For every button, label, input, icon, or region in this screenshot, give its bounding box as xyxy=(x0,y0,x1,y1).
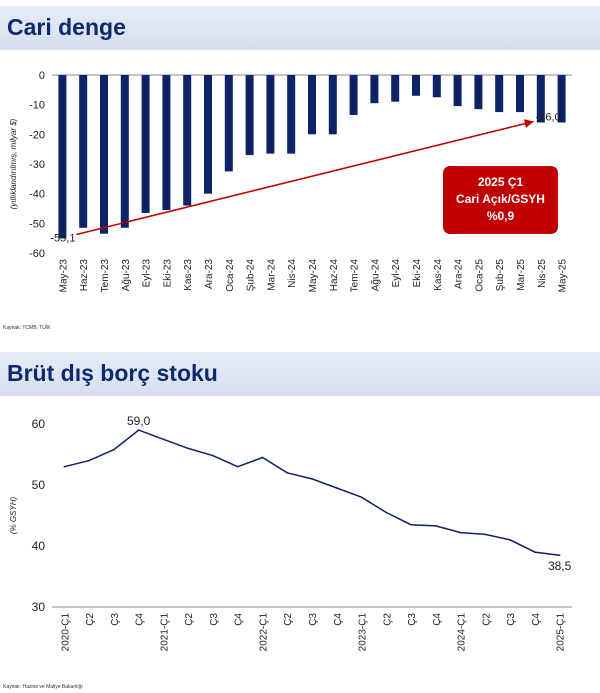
x-tick-label: Nis-24 xyxy=(287,259,299,288)
x-tick-label: Eki-24 xyxy=(412,259,423,288)
bar xyxy=(58,75,66,238)
chart1-title-banner xyxy=(0,6,600,50)
x-tick-label: Tem-24 xyxy=(349,259,361,293)
data-point xyxy=(163,438,165,440)
data-point xyxy=(311,478,313,480)
annotation-peak: 59,0 xyxy=(126,414,151,429)
x-tick-label: Ç3 xyxy=(506,613,518,626)
data-point xyxy=(410,524,412,526)
x-tick-label: Eki-23 xyxy=(162,259,174,288)
x-tick-label: Ç2 xyxy=(85,613,97,626)
data-point xyxy=(262,457,264,459)
bar xyxy=(433,75,441,97)
y-tick-label: -10 xyxy=(29,99,45,112)
y-axis-label: (% GSYH) xyxy=(9,496,18,535)
x-tick-label: Eyl-24 xyxy=(391,259,403,288)
series-line xyxy=(64,430,559,555)
annotation-last: -16,0 xyxy=(535,111,561,124)
x-tick-label: Ara-23 xyxy=(204,259,215,290)
data-point xyxy=(187,448,189,450)
data-point xyxy=(361,496,363,498)
y-tick-label: 0 xyxy=(38,70,45,82)
x-tick-label: 2024-Ç1 xyxy=(456,613,468,652)
bar xyxy=(454,75,462,106)
bar xyxy=(79,75,87,228)
bar xyxy=(412,75,420,96)
y-tick-label: 60 xyxy=(31,417,45,431)
bar xyxy=(266,75,274,154)
bar xyxy=(495,75,503,112)
x-tick-label: Kas-24 xyxy=(432,259,444,291)
data-point xyxy=(113,449,115,451)
data-point xyxy=(237,466,239,468)
x-tick-label: 2020-Ç1 xyxy=(60,613,72,652)
y-tick-label: -20 xyxy=(29,129,45,142)
bar xyxy=(142,75,150,213)
x-tick-label: 2021-Ç1 xyxy=(159,613,171,652)
x-tick-label: Şub-24 xyxy=(245,259,257,292)
data-point xyxy=(485,534,487,536)
external-debt-chart xyxy=(0,400,600,683)
y-tick-label: 30 xyxy=(31,600,45,614)
x-tick-label: Oca-24 xyxy=(224,259,236,292)
x-tick-label: Ç4 xyxy=(332,613,344,626)
x-tick-label: Ç4 xyxy=(530,613,542,626)
callout-line-2: Cari Açık/GSYH xyxy=(456,192,545,206)
x-tick-label: Ç3 xyxy=(208,613,220,626)
x-tick-label: Ç4 xyxy=(134,613,146,626)
x-tick-label: Ç2 xyxy=(382,613,394,626)
x-tick-label: 2023-Ç1 xyxy=(357,613,369,652)
x-tick-label: May-23 xyxy=(58,259,70,293)
bar xyxy=(329,75,337,134)
bar xyxy=(162,75,170,210)
x-tick-label: Ağu-24 xyxy=(370,259,382,292)
x-tick-label: Kas-23 xyxy=(183,259,195,291)
x-tick-label: Ç4 xyxy=(431,613,443,626)
data-point xyxy=(534,551,536,553)
chart2-source: Kaynak: Hazine ve Maliye Bakanlığı xyxy=(3,684,83,690)
bar xyxy=(121,75,129,228)
data-point xyxy=(336,487,338,489)
bar xyxy=(287,75,295,154)
data-point xyxy=(212,455,214,457)
data-point xyxy=(88,460,90,462)
x-tick-label: Ara-24 xyxy=(453,259,465,290)
x-tick-label: Haz-24 xyxy=(328,259,340,292)
data-point xyxy=(509,539,511,541)
annotation-first: -55,1 xyxy=(50,232,76,245)
x-tick-label: Ç4 xyxy=(233,613,245,626)
y-tick-label: -60 xyxy=(29,248,45,260)
data-point xyxy=(138,429,140,431)
chart2-title: Brüt dış borç stoku xyxy=(7,360,218,386)
bar xyxy=(100,75,108,234)
y-tick-label: 40 xyxy=(31,539,45,553)
x-tick-label: 2022-Ç1 xyxy=(258,613,270,652)
x-tick-label: Ç2 xyxy=(481,613,493,626)
bar xyxy=(350,75,358,115)
bar xyxy=(225,75,233,171)
x-tick-label: May-24 xyxy=(308,259,319,293)
x-tick-label: Ç3 xyxy=(308,613,319,626)
data-point xyxy=(460,532,462,534)
current-account-callout xyxy=(443,166,558,234)
chart2-title-banner xyxy=(0,352,600,396)
x-tick-label: Mar-25 xyxy=(516,259,527,291)
x-tick-label: Ç3 xyxy=(407,613,419,626)
callout-line-3: %0,9 xyxy=(486,209,515,223)
data-point xyxy=(64,466,66,468)
x-tick-label: Şub-25 xyxy=(495,259,507,292)
x-tick-label: Oca-25 xyxy=(474,259,486,292)
data-point xyxy=(435,525,437,527)
bar xyxy=(391,75,399,102)
x-tick-label: Ç2 xyxy=(283,613,295,626)
data-point xyxy=(559,554,561,556)
y-tick-label: -40 xyxy=(29,188,45,201)
bar xyxy=(246,75,254,155)
x-tick-label: Mar-24 xyxy=(266,259,278,291)
chart1-title: Cari denge xyxy=(7,14,126,40)
x-tick-label: Tem-23 xyxy=(100,259,111,293)
bar xyxy=(183,75,191,206)
y-axis-label: (yıllıklandırılmış, milyar $) xyxy=(9,118,18,210)
bar xyxy=(370,75,378,103)
x-tick-label: Ç3 xyxy=(109,613,121,626)
x-tick-label: May-25 xyxy=(557,259,569,293)
bar xyxy=(204,75,212,194)
data-point xyxy=(286,472,288,474)
bar xyxy=(308,75,316,134)
x-tick-label: Ağu-23 xyxy=(120,259,132,292)
x-tick-label: 2025-Ç1 xyxy=(555,613,567,652)
callout-line-1: 2025 Ç1 xyxy=(477,175,524,189)
y-tick-label: 50 xyxy=(31,478,45,492)
x-tick-label: Nis-25 xyxy=(536,259,548,288)
bar xyxy=(474,75,482,109)
y-tick-label: -50 xyxy=(29,218,45,231)
x-tick-label: Haz-23 xyxy=(79,259,91,292)
y-tick-label: -30 xyxy=(29,159,45,171)
annotation-last: 38,5 xyxy=(547,559,572,574)
bar xyxy=(516,75,524,112)
x-tick-label: Eyl-23 xyxy=(141,259,153,288)
x-tick-label: Ç2 xyxy=(184,613,196,626)
data-point xyxy=(385,512,387,514)
chart1-source: Kaynak: TCMB, TÜİK xyxy=(3,325,51,331)
